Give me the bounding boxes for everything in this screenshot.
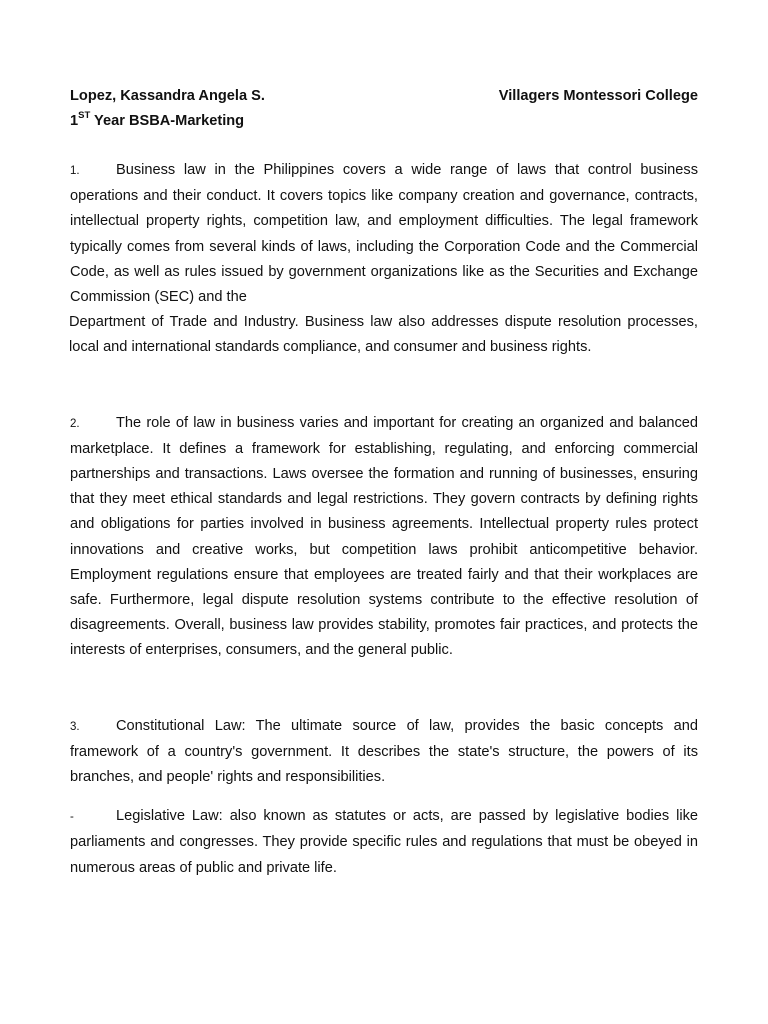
answer-3-legislative [70, 804, 698, 881]
answer-2 [70, 411, 698, 664]
answer-1 [70, 158, 698, 310]
answer-3-text: Constitutional Law: The ultimate source of law, provides the basic concepts and framework of a country's government. It describes the state's structure, the powers of its branches, and people' rights and responsibilities. [70, 717, 698, 786]
student-name: Lopez, Kassandra Angela S. [70, 88, 265, 104]
year-course-text: Year BSBA-Marketing [90, 113, 245, 129]
answer-3-marker: 3. [70, 720, 80, 733]
answer-2-text: The role of law in business varies and important for creating an organized and balanced marketplace. It defines a framework for establishing, regulating, and enforcing commercial partnerships and transactions. Laws oversee the formation and running of businesses, ensuring that they meet ethical standards and legal restrictions. They govern contracts by defining rights and obligations for parties involved in business agreements. Intellectual property rules protect innovations and creative works, but competition laws prohibit anticompetitive behavior. Employment regulations ensure that employees are treated fairly and that their workplaces are safe. Furthermore, legal dispute resolution systems contribute to the effective resolution of disagreements. Overall, business law provides stability, promotes fair practices, and protects the interests of enterprises, consumers, and the general public. [70, 414, 698, 659]
header-row [70, 84, 698, 109]
answer-3-legislative-marker: - [70, 811, 74, 824]
answer-3-legislative-text: Legislative Law: also known as statutes or acts, are passed by legislative bodies like parliaments and congresses. They provide specific rules and regulations that must be obeyed in numerous areas of public and private life. [70, 808, 698, 876]
year-course [70, 109, 698, 134]
school-name: Villagers Montessori College [498, 88, 698, 104]
answer-3 [70, 714, 698, 791]
answer-1-continuation: Department of Trade and Industry. Business law also addresses dispute resolution processes, local and international standards compliance, and consumer and business rights. [69, 314, 698, 356]
answer-1-marker: 1. [70, 165, 80, 177]
answer-1-text: Business law in the Philippines covers a wide range of laws that control business operations and their conduct. It covers topics like company creation and governance, contracts, intellectual property rights, competition law, and employment difficulties. The legal framework typically comes from several kinds of laws, including the Corporation Code and the Commercial Code, as well as rules issued by government organizations like as the Securities and Exchange Commission (SEC) and the [70, 162, 698, 306]
document-page [70, 84, 698, 881]
answer-2-marker: 2. [70, 417, 80, 430]
year-ordinal: ST [78, 110, 91, 122]
year-number: 1 [70, 113, 79, 129]
